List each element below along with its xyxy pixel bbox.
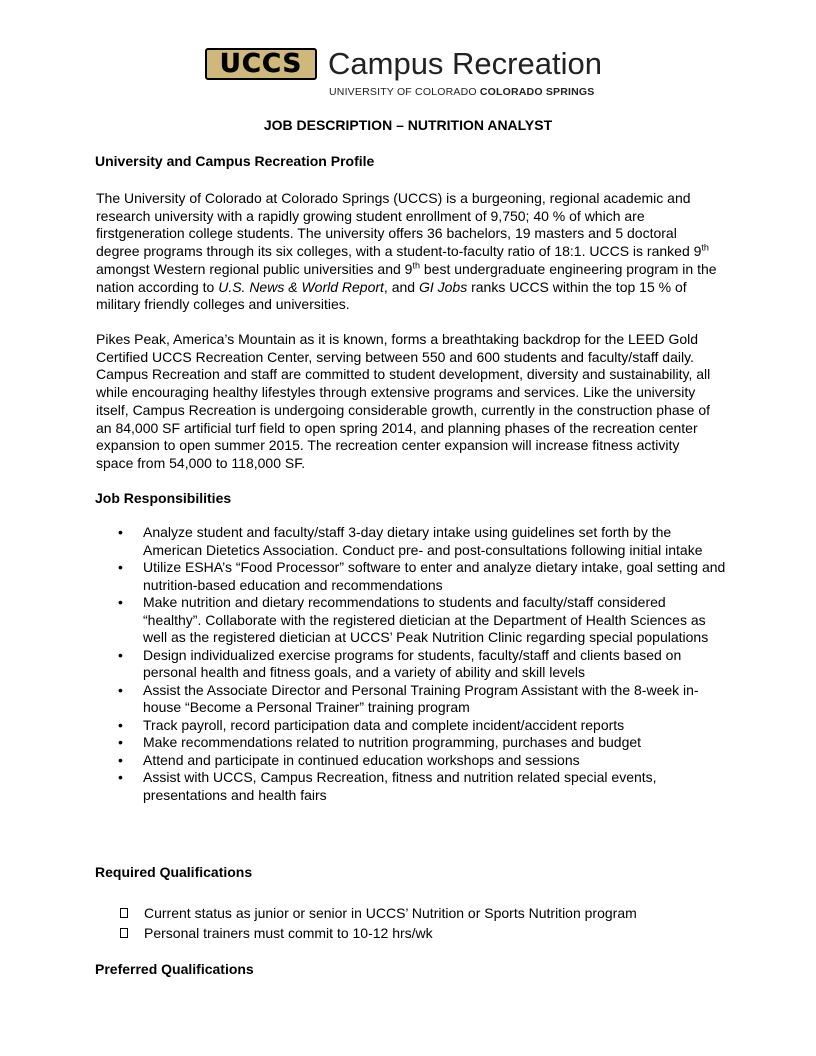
p1-emphasis-gijobs: GI Jobs <box>418 278 468 295</box>
p1-part-a: The University of Colorado at Colorado Springs (UCCS) is a burgeoning, regional academic and research university with a rapidly growing student enrollment of 9,750; 40 % of which are firstgeneration college students. The university offers 36 bachelors, 19 masters and 5 doctoral degree programs through its six colleges, with a student-to-faculty ratio of 18:1. UCCS is ranked 9 <box>96 190 702 260</box>
required-qualifications-heading: Required Qualifications <box>95 864 253 880</box>
list-item: • Assist the Associate Director and Personal Training Program Assistant with the 8-week in-house “Become a Personal Trainer” training program <box>96 682 726 717</box>
p1-part-e: ranks UCCS within the top 15 % of military friendly colleges and universities. <box>96 278 687 313</box>
list-item: • Make recommendations related to nutrition programming, purchases and budget <box>96 734 726 752</box>
list-item: • Utilize ESHA’s “Food Processor” software to enter and analyze dietary intake, goal setting and nutrition-based education and recommendations <box>96 559 726 594</box>
p1-part-c: best undergraduate engineering program in the nation according to <box>96 260 717 295</box>
required-qualifications-list <box>118 903 738 943</box>
p1-superscript-2: th <box>412 260 420 271</box>
uccs-logo-mark <box>205 48 317 80</box>
p1-part-d: , and <box>383 278 419 295</box>
logo-title: Campus Recreation <box>328 46 602 81</box>
box-bullet-icon <box>120 908 128 918</box>
uccs-campus-recreation-logo <box>205 46 615 102</box>
list-item-text: Current status as junior or senior in UCCS’ Nutrition or Sports Nutrition program <box>144 905 637 921</box>
p1-emphasis-usnews: U.S. News & World Report <box>218 278 384 295</box>
list-item-text: Personal trainers must commit to 10-12 hrs/wk <box>144 925 433 941</box>
logo-subtitle-bold: COLORADO SPRINGS <box>479 86 595 98</box>
list-item: • Analyze student and faculty/staff 3-day dietary intake using guidelines set forth by the American Dietetics Association. Conduct pre- and post-consultations following initial intake <box>96 524 726 559</box>
profile-heading: University and Campus Recreation Profile <box>95 153 375 169</box>
p1-superscript-1: th <box>701 242 709 253</box>
logo-subtitle-regular: UNIVERSITY OF COLORADO <box>329 86 480 98</box>
box-bullet-icon <box>120 928 128 938</box>
logo-subtitle <box>329 86 594 98</box>
p1-part-b: amongst Western regional public universities and 9 <box>96 260 413 277</box>
list-item <box>118 903 738 923</box>
profile-paragraph-2: Pikes Peak, America’s Mountain as it is known, forms a breathtaking backdrop for the LEED Gold Certified UCCS Recreation Center, serving between 550 and 600 students and faculty/staff daily. Campus Recreation and staff are committed to student development, diversity and sustainability, all while encouraging healthy lifestyles through extensive programs and services. Like the university itself, Campus Recreation is undergoing considerable growth, currently in the construction phase of an 84,000 SF artificial turf field to open spring 2014, and planning phases of the recreation center expansion to open summer 2015. The recreation center expansion will increase fitness activity space from 54,000 to 118,000 SF. <box>96 331 711 471</box>
list-item <box>118 923 738 943</box>
logo-mark-text: UCCS <box>219 49 303 79</box>
responsibilities-heading: Job Responsibilities <box>95 490 232 506</box>
profile-paragraph-1 <box>96 190 720 314</box>
list-item: • Make nutrition and dietary recommendations to students and faculty/staff considered “healthy”. Collaborate with the registered dietician at the Department of Health Sciences as well as the registered dietician at UCCS’ Peak Nutrition Clinic regarding special populations <box>96 594 726 647</box>
list-item: • Attend and participate in continued education workshops and sessions <box>96 752 726 770</box>
list-item: • Track payroll, record participation data and complete incident/accident reports <box>96 717 726 735</box>
responsibilities-list <box>96 524 726 804</box>
document-title: JOB DESCRIPTION – NUTRITION ANALYST <box>263 117 553 133</box>
list-item: • Design individualized exercise programs for students, faculty/staff and clients based on personal health and fitness goals, and a variety of ability and skill levels <box>96 647 726 682</box>
preferred-qualifications-heading: Preferred Qualifications <box>95 961 254 977</box>
list-item: • Assist with UCCS, Campus Recreation, fitness and nutrition related special events, presentations and health fairs <box>96 769 726 804</box>
